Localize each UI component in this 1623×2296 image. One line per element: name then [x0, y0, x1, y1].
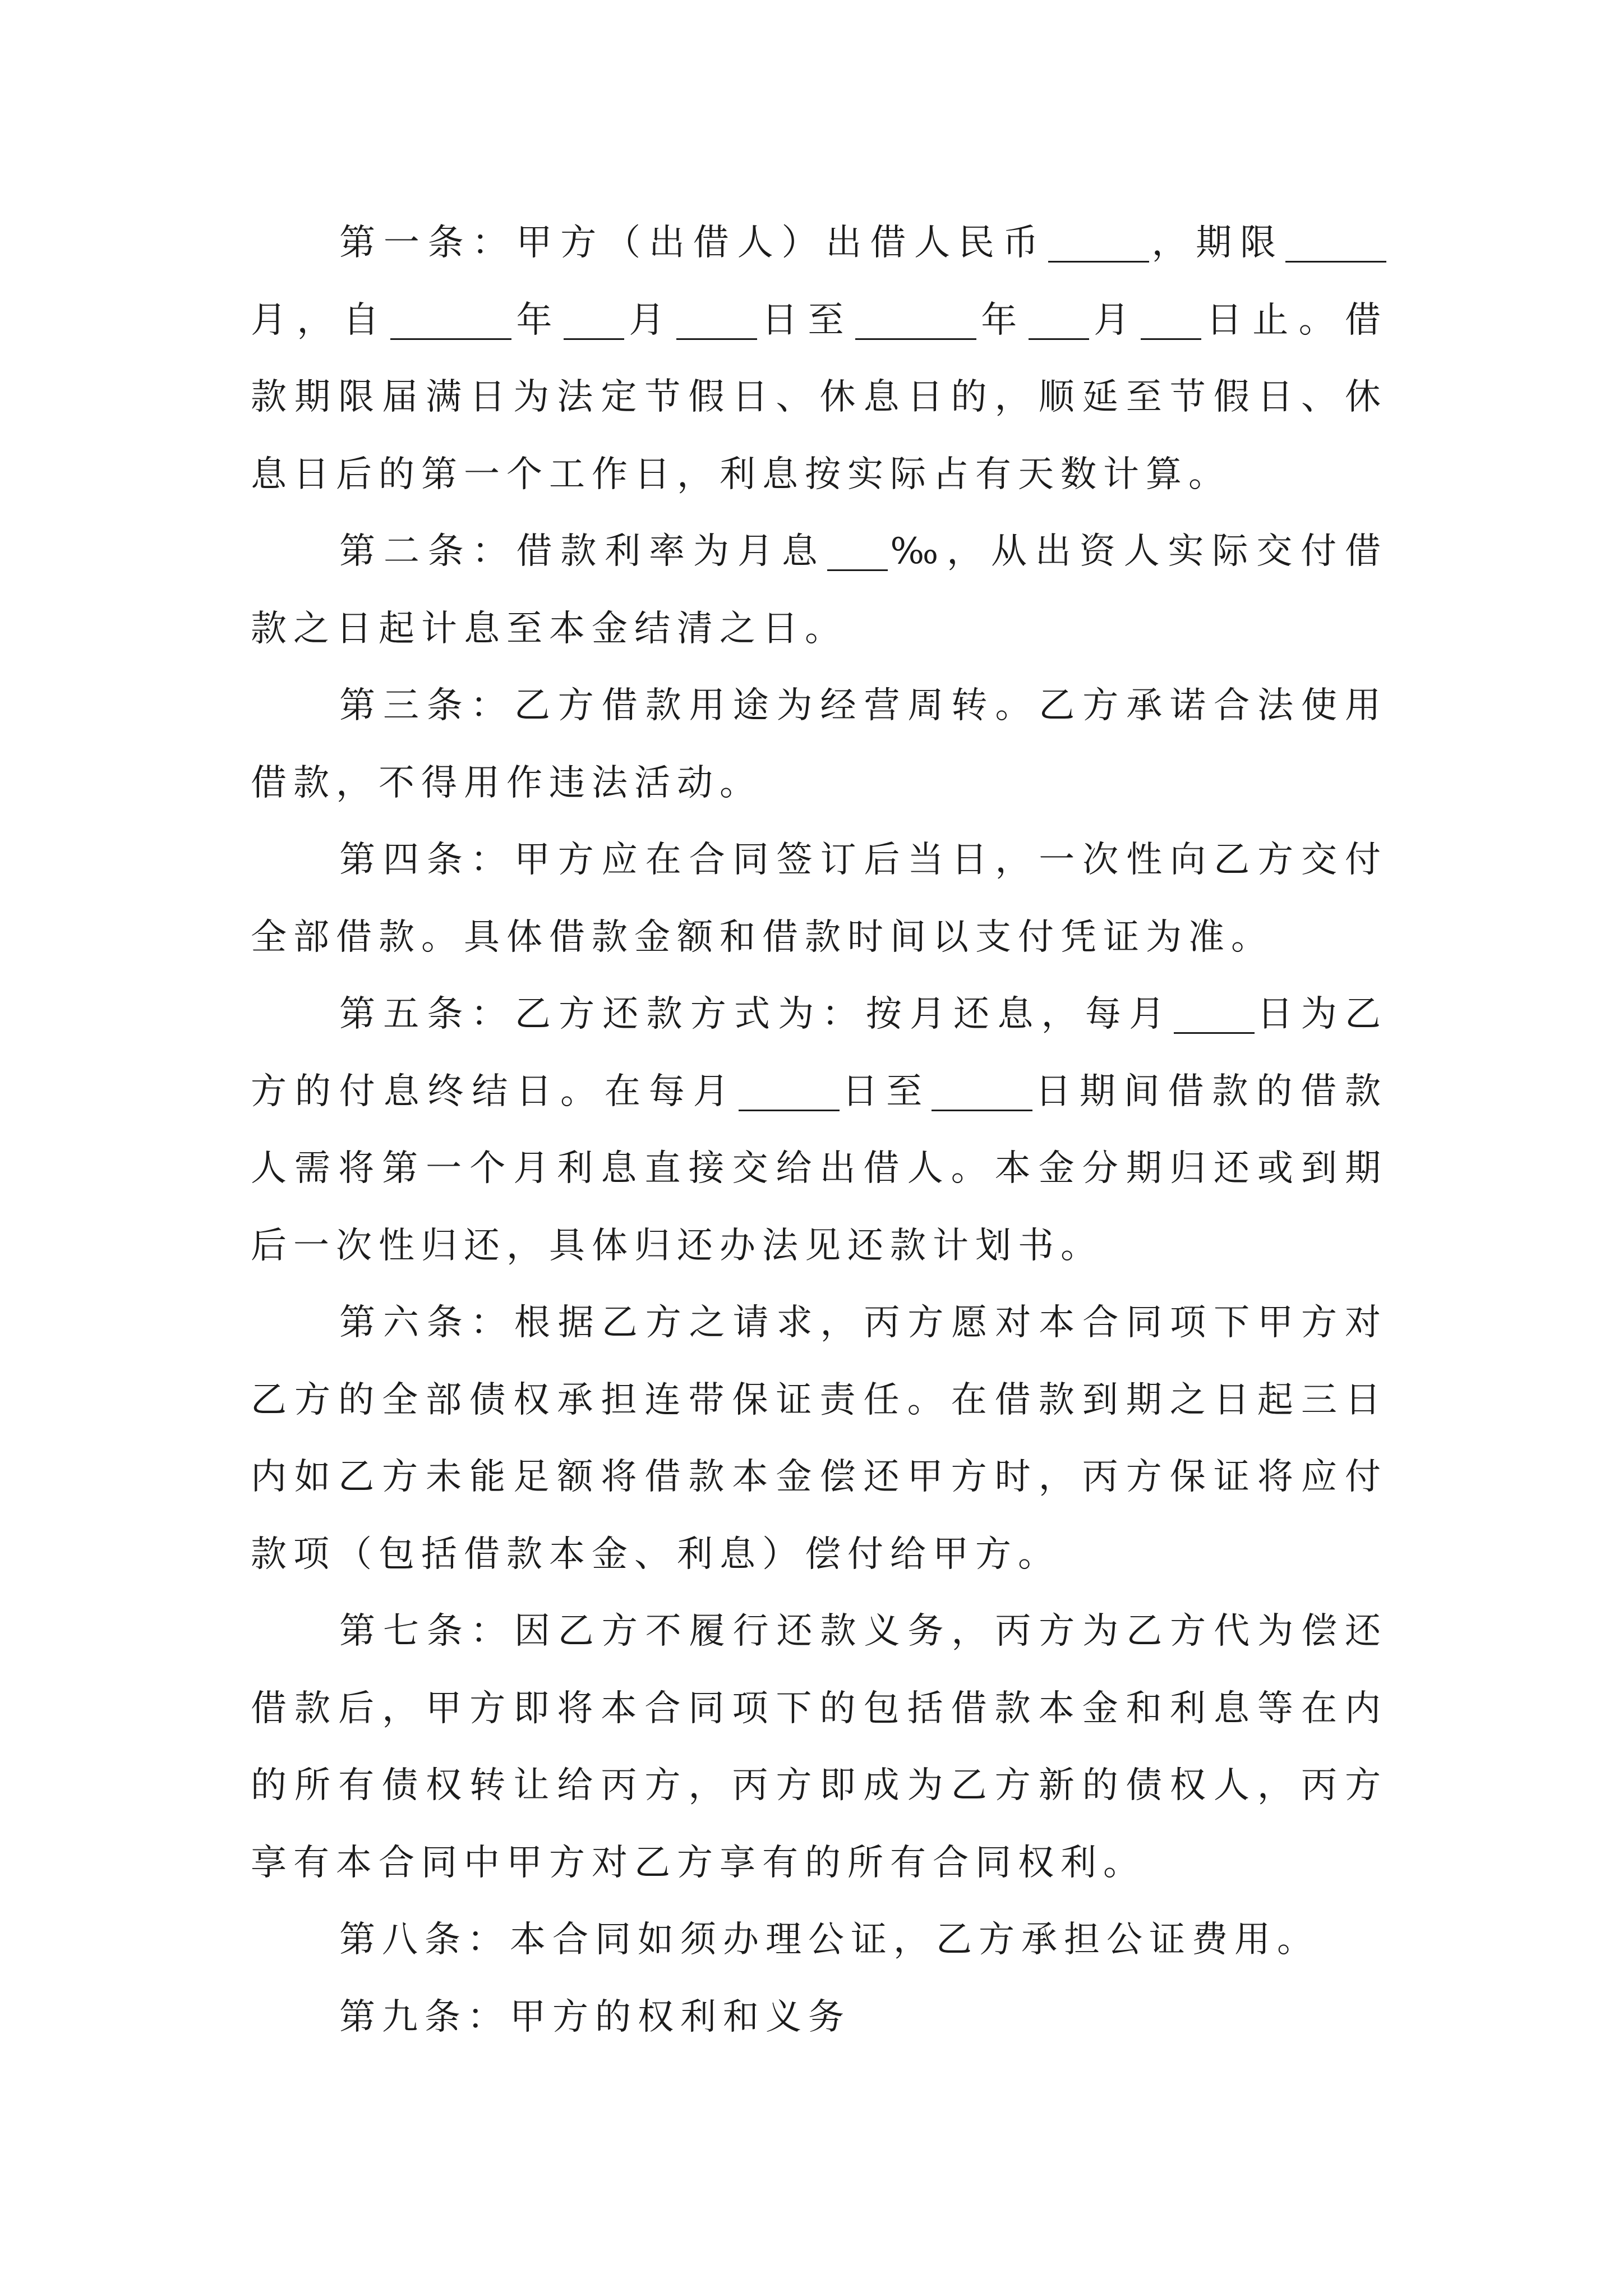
text-line: 第三条：乙方借款用途为经营周转。乙方承诺合法使用 [339, 685, 1387, 726]
text-line: 享有本合同中甲方对乙方享有的所有合同权利。 [251, 1842, 1146, 1884]
text-line: 款期限届满日为法定节假日、休息日的，顺延至节假日、休 [251, 376, 1387, 418]
text-line: 方的付息终结日。在每月 日至 日期间借款的借款 [251, 1070, 1388, 1112]
clause-paragraph-4 [251, 822, 1387, 976]
text-line: 全部借款。具体借款金额和借款时间以支付凭证为准。 [251, 916, 1274, 958]
text-line: 第九条：甲方的权利和义务 [339, 1996, 851, 2038]
clause-paragraph-2 [251, 513, 1387, 668]
blank-fill-line [390, 302, 511, 340]
text-line: 第四条：甲方应在合同签订后当日，一次性向乙方交付 [339, 839, 1387, 881]
blank-fill-line [1141, 302, 1201, 340]
text-line: 人需将第一个月利息直接交给出借人。本金分期归还或到期 [251, 1148, 1387, 1189]
text-line: 借款，不得用作违法活动。 [251, 762, 762, 804]
document-page [251, 205, 1387, 2056]
blank-fill-line [1285, 225, 1386, 263]
text-line: 款之日起计息至本金结清之日。 [251, 608, 847, 650]
clause-paragraph-3 [251, 668, 1387, 822]
blank-fill-line [1174, 996, 1255, 1034]
text-line: 款项（包括借款本金、利息）偿付给甲方。 [251, 1533, 1061, 1575]
blank-fill-line [1048, 225, 1149, 263]
text-line: 第二条：借款利率为月息 ‰，从出资人实际交付借 [339, 531, 1387, 572]
text-line: 月，自 年 月 日至 年 月 日止。借 [251, 299, 1388, 341]
text-line: 息日后的第一个工作日，利息按实际占有天数计算。 [251, 453, 1231, 495]
text-line: 乙方的全部债权承担连带保证责任。在借款到期之日起三日 [251, 1379, 1387, 1421]
text-line: 第六条：根据乙方之请求，丙方愿对本合同项下甲方对 [339, 1302, 1387, 1343]
clause-paragraph-1 [251, 205, 1387, 513]
text-line: 内如乙方未能足额将借款本金偿还甲方时，丙方保证将应付 [251, 1456, 1387, 1498]
blank-fill-line [676, 302, 757, 340]
blank-fill-line [564, 302, 624, 340]
blank-fill-line [855, 302, 976, 340]
clause-paragraph-9 [251, 1979, 1387, 2056]
blank-fill-line [1029, 302, 1089, 340]
clause-paragraph-8 [251, 1902, 1387, 1979]
text-line: 第一条：甲方（出借人）出借人民币 ，期限 [251, 205, 1387, 282]
text-line: 后一次性归还，具体归还办法见还款计划书。 [251, 1225, 1103, 1267]
blank-fill-line [932, 1074, 1032, 1111]
blank-fill-line [739, 1074, 840, 1111]
blank-fill-line [827, 533, 888, 571]
text-line: 第七条：因乙方不履行还款义务，丙方为乙方代为偿还 [339, 1611, 1387, 1652]
clause-paragraph-5 [251, 976, 1387, 1285]
text-line: 借款后，甲方即将本合同项下的包括借款本金和利息等在内 [251, 1687, 1387, 1729]
clause-paragraph-7 [251, 1593, 1387, 1902]
clause-paragraph-6 [251, 1285, 1387, 1593]
text-line: 第五条：乙方还款方式为：按月还息，每月 日为乙 [339, 993, 1388, 1035]
text-line: 的所有债权转让给丙方，丙方即成为乙方新的债权人，丙方 [251, 1765, 1387, 1806]
text-line: 第八条：本合同如须办理公证，乙方承担公证费用。 [339, 1919, 1320, 1961]
